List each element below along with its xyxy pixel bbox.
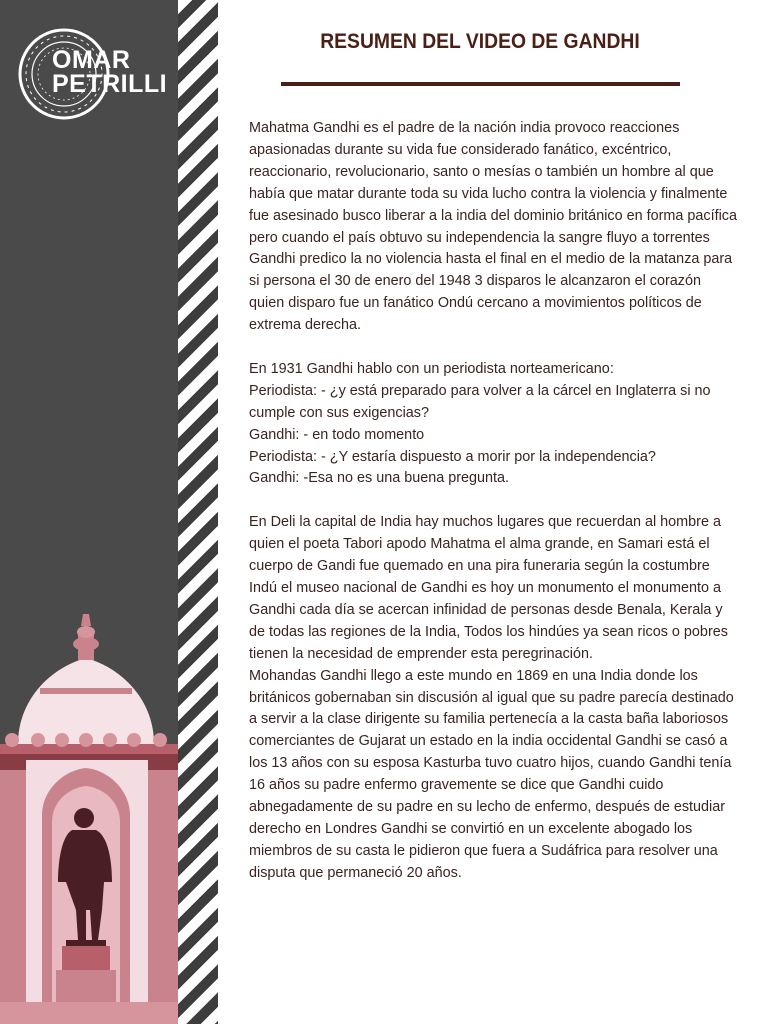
title-divider [281, 82, 680, 86]
logo-text-line1: OMAR [52, 46, 131, 74]
page-title: RESUMEN DEL VIDEO DE GANDHI [320, 30, 640, 53]
dialog-line-3: Periodista: - ¿Y estaría dispuesto a morir por la independencia? [249, 448, 656, 465]
striped-border [178, 0, 218, 1024]
article-body [249, 118, 739, 885]
dome-icon [18, 658, 154, 744]
dialog-line-1: Periodista: - ¿y está preparado para volver a la cárcel en Inglaterra si no cumple con sus exigencias? [249, 382, 711, 421]
dialog-intro: En 1931 Gandhi hablo con un periodista norteamericano: [249, 360, 614, 377]
dialog-line-4: Gandhi: -Esa no es una buena pregunta. [249, 470, 510, 487]
paragraph-intro: Mahatma Gandhi es el padre de la nación india provoco reacciones apasionadas durante su vida fue considerado fanático, excéntrico, reaccionario, revolucionario, santo o mesías o también un hombre al que había que matar durante toda su vida lucho contra la violencia y finalmente fue asesinado busco liberar a la india del dominio británico en forma pacífica pero cuando el país obtuvo su independencia la sangre fluyo a torrentes Gandhi predico la no violencia hasta el final en el medio de la matanza para si persona el 30 de enero del 1948 3 disparos le alcanzaron el corazón quien disparo fue un fanático Ondú cercano a movimientos políticos de extrema derecha. [249, 120, 737, 334]
paragraph-biography: Mohandas Gandhi llego a este mundo en 1869 en una India donde los británicos gobernaban sin discusión al igual que su padre parecía destinado a servir a la clase dirigente su familia pertenecía a la casta baña laboriosos comerciantes de Gujarat un estado en la india occidental Gandhi se casó a los 13 años con su esposa Kasturba tuvo cuatro hijos, cuando Gandhi tenía 16 años su padre enfermo gravemente se dice que Gandhi cuido abnegadamente de su padre en su lecho de enfermo, después de estudiar derecho en Londres Gandhi se convirtió en un excelente abogado los miembros de su casta le pidieron que fuera a Sudáfrica para resolver una disputa que permaneció 20 años. [249, 667, 734, 881]
logo [16, 26, 166, 122]
logo-text-line2: PETRILLI [52, 70, 168, 98]
gandhi-monument-illustration [0, 610, 178, 1024]
paragraph-delhi: En Deli la capital de India hay muchos lugares que recuerdan al hombre a quien el poeta Tabori apodo Mahatma el alma grande, en Samari está el cuerpo de Gandi fue quemado en una pira funeraria según la costumbre Indú el museo nacional de Gandhi es hoy un monumento el monumento a Gandhi cada día se acercan infinidad de personas desde Benala, Kerala y de todas las regiones de la India, Todos los hindúes ya sean ricos o pobres tienen la necesidad de emprender esta peregrinación. [249, 514, 728, 662]
dialog-line-2: Gandhi: - en todo momento [249, 426, 425, 443]
